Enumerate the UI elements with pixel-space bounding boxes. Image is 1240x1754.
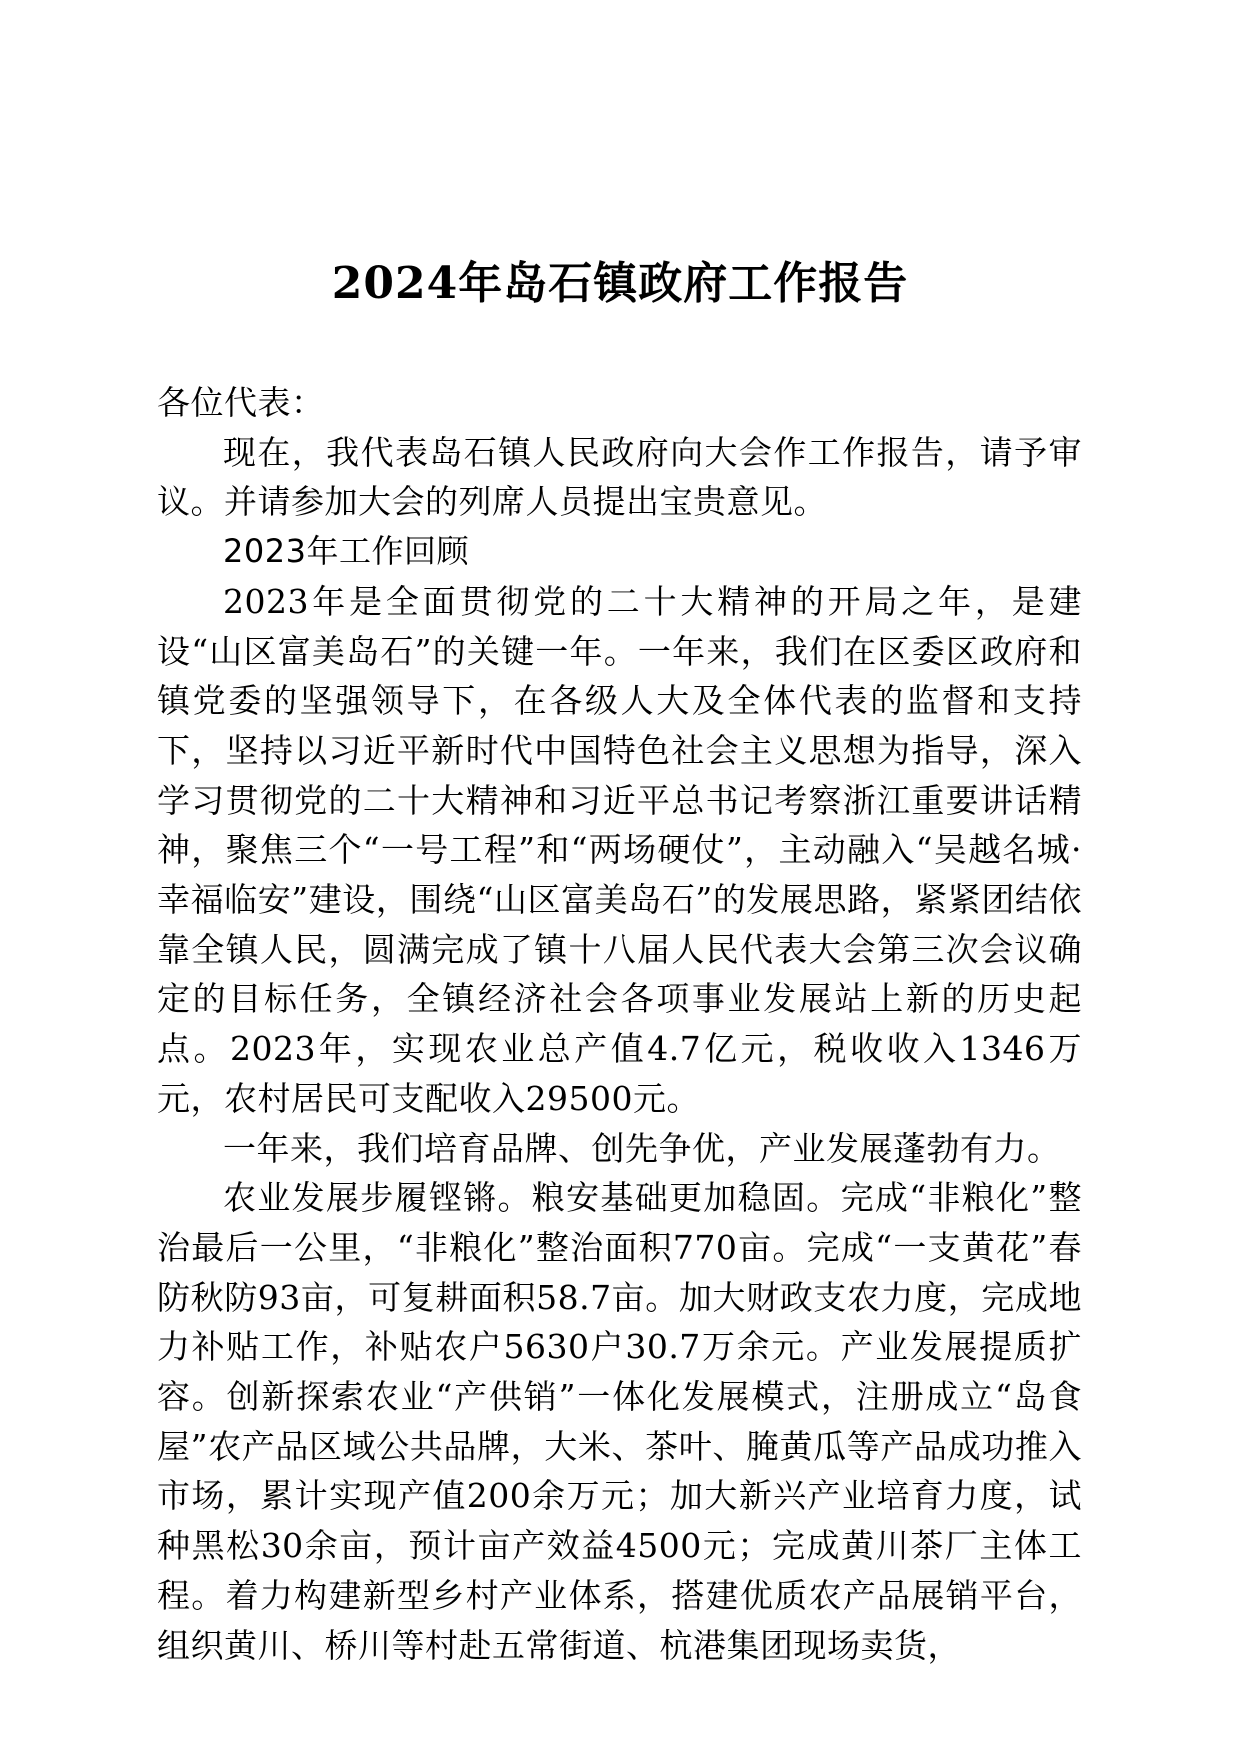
document-body	[157, 378, 1082, 1670]
brand-paragraph: 一年来，我们培育品牌、创先争优，产业发展蓬勃有力。	[223, 1128, 1061, 1168]
salutation: 各位代表：	[157, 383, 325, 422]
intro-paragraph: 现在，我代表岛石镇人民政府向大会作工作报告，请予审议。并请参加大会的列席人员提出宝贵意见。	[157, 432, 1082, 522]
agriculture-paragraph: 农业发展步履铿锵。粮安基础更加稳固。完成“非粮化”整治最后一公里，“非粮化”整治面积770亩。完成“一支黄花”春防秋防93亩，可复耕面积58.7亩。加大财政支农力度，完成地力补贴工作，补贴农户5630户30.7万余元。产业发展提质扩容。创新探索农业“产供销”一体化发展模式，注册成立“岛食屋”农产品区域公共品牌，大米、茶叶、腌黄瓜等产品成功推入市场，累计实现产值200余万元；加大新兴产业培育力度，试种黑松30余亩，预计亩产效益4500元；完成黄川茶厂主体工程。着力构建新型乡村产业体系，搭建优质农产品展销平台，组织黄川、桥川等村赴五常街道、杭港集团现场卖货，	[157, 1178, 1082, 1665]
section-heading: 2023年工作回顾	[223, 532, 469, 571]
document-title: 2024年岛石镇政府工作报告	[331, 258, 909, 309]
review-paragraph: 2023年是全面贯彻党的二十大精神的开局之年，是建设“山区富美岛石”的关键一年。一年来，我们在区委区政府和镇党委的坚强领导下，在各级人大及全体代表的监督和支持下，坚持以习近平新时代中国特色社会主义思想为指导，深入学习贯彻党的二十大精神和习近平总书记考察浙江重要讲话精神，聚焦三个“一号工程”和“两场硬仗”，主动融入“吴越名城·幸福临安”建设，围绕“山区富美岛石”的发展思路，紧紧团结依靠全镇人民，圆满完成了镇十八届人民代表大会第三次会议确定的目标任务，全镇经济社会各项事业发展站上新的历史起点。2023年，实现农业总产值4.7亿元，税收收入1346万元，农村居民可支配收入29500元。	[157, 581, 1082, 1118]
